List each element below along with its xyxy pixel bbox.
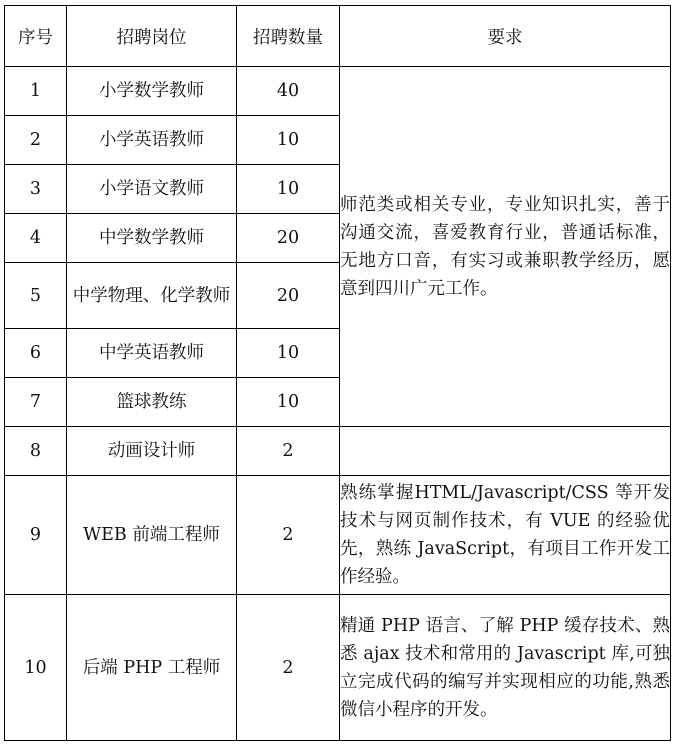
cell-requirement: 熟练掌握HTML/Javascript/CSS 等开发技术与网页制作技术，有 VUE 的经验优先，熟练 JavaScript，有项目工作开发工作经验。 bbox=[340, 476, 671, 595]
table-header-row bbox=[5, 6, 671, 67]
cell-count: 2 bbox=[237, 595, 340, 741]
cell-count: 40 bbox=[237, 67, 340, 116]
cell-count: 10 bbox=[237, 378, 340, 427]
cell-count: 10 bbox=[237, 165, 340, 214]
cell-count: 20 bbox=[237, 263, 340, 329]
cell-no: 4 bbox=[5, 214, 67, 263]
table-row bbox=[5, 427, 671, 476]
cell-count: 10 bbox=[237, 116, 340, 165]
cell-position: 小学英语教师 bbox=[67, 116, 237, 165]
cell-requirement bbox=[340, 427, 671, 476]
header-requirement: 要求 bbox=[340, 6, 671, 67]
cell-requirement: 精通 PHP 语言、了解 PHP 缓存技术、熟悉 ajax 技术和常用的 Javascript 库,可独立完成代码的编写并实现相应的功能,熟悉微信小程序的开发。 bbox=[340, 595, 671, 741]
cell-count: 20 bbox=[237, 214, 340, 263]
cell-no: 5 bbox=[5, 263, 67, 329]
table-row bbox=[5, 67, 671, 116]
header-count: 招聘数量 bbox=[237, 6, 340, 67]
cell-position: 中学英语教师 bbox=[67, 329, 237, 378]
cell-count: 10 bbox=[237, 329, 340, 378]
cell-position: 中学数学教师 bbox=[67, 214, 237, 263]
cell-position: 后端 PHP 工程师 bbox=[67, 595, 237, 741]
cell-position: 小学语文教师 bbox=[67, 165, 237, 214]
recruitment-table bbox=[4, 5, 671, 741]
cell-no: 8 bbox=[5, 427, 67, 476]
cell-count: 2 bbox=[237, 476, 340, 595]
cell-no: 6 bbox=[5, 329, 67, 378]
cell-no: 2 bbox=[5, 116, 67, 165]
cell-no: 7 bbox=[5, 378, 67, 427]
cell-position: 动画设计师 bbox=[67, 427, 237, 476]
cell-no: 3 bbox=[5, 165, 67, 214]
cell-position: 小学数学教师 bbox=[67, 67, 237, 116]
cell-position: 篮球教练 bbox=[67, 378, 237, 427]
cell-position: WEB 前端工程师 bbox=[67, 476, 237, 595]
cell-no: 1 bbox=[5, 67, 67, 116]
header-position: 招聘岗位 bbox=[67, 6, 237, 67]
cell-no: 9 bbox=[5, 476, 67, 595]
table-row bbox=[5, 476, 671, 595]
cell-count: 2 bbox=[237, 427, 340, 476]
cell-position: 中学物理、化学教师 bbox=[67, 263, 237, 329]
cell-shared-requirement: 师范类或相关专业，专业知识扎实，善于沟通交流，喜爱教育行业，普通话标准，无地方口音，有实习或兼职教学经历，愿意到四川广元工作。 bbox=[340, 67, 671, 427]
recruitment-table-container bbox=[4, 5, 671, 741]
header-no: 序号 bbox=[5, 6, 67, 67]
cell-no: 10 bbox=[5, 595, 67, 741]
table-row bbox=[5, 595, 671, 741]
